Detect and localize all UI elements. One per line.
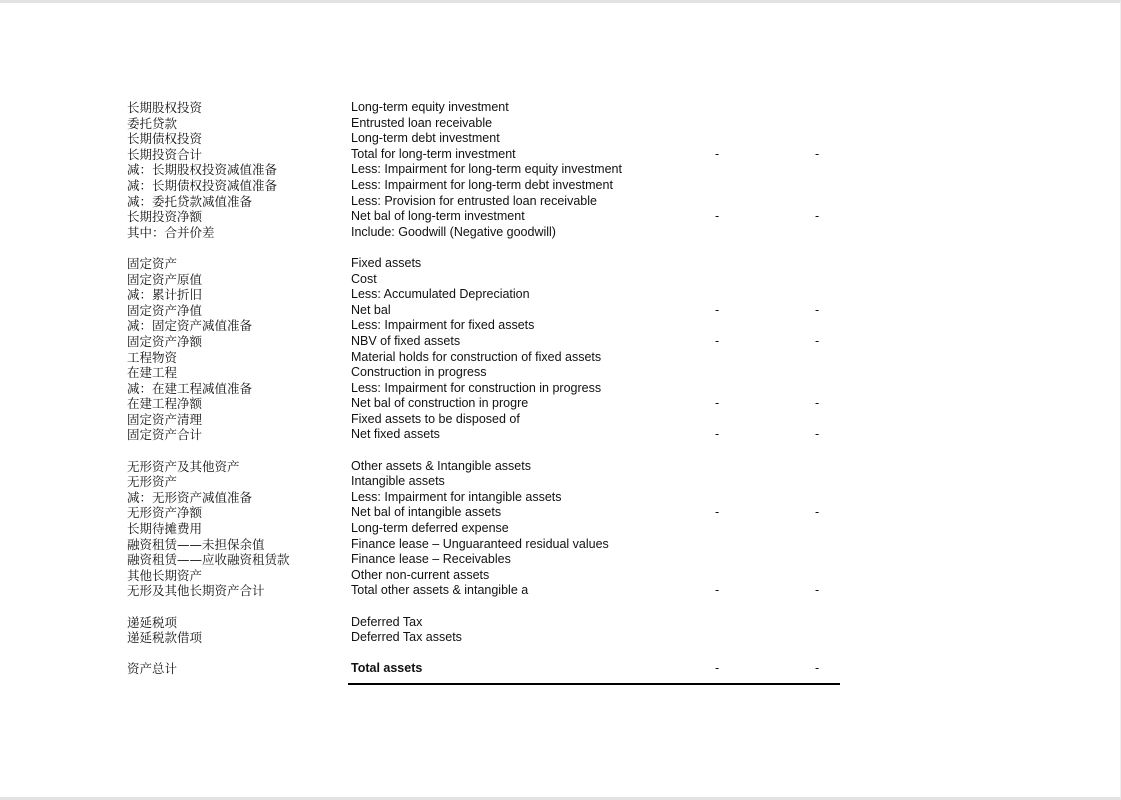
table-row bbox=[127, 474, 847, 490]
cn-label: 其他长期资产 bbox=[127, 567, 203, 583]
cn-label: 在建工程净额 bbox=[127, 396, 203, 412]
table-row bbox=[127, 365, 847, 381]
table-row bbox=[127, 552, 847, 568]
table-row bbox=[127, 225, 847, 241]
table-row bbox=[127, 412, 847, 428]
en-label: Include: Goodwill (Negative goodwill) bbox=[351, 224, 556, 239]
cn-label: 减：长期股权投资减值准备 bbox=[127, 162, 278, 178]
table-row bbox=[127, 272, 847, 288]
value-col-1: - bbox=[715, 302, 720, 317]
table-row bbox=[127, 427, 847, 443]
value-col-1: - bbox=[715, 333, 720, 348]
value-col-2: - bbox=[815, 396, 820, 411]
table-row bbox=[127, 334, 847, 350]
cn-label: 固定资产原值 bbox=[127, 271, 203, 287]
en-label: Net bal of construction in progre bbox=[351, 396, 529, 411]
cn-label: 长期投资净额 bbox=[127, 209, 203, 225]
value-col-1: - bbox=[715, 209, 720, 224]
blank-row bbox=[127, 443, 847, 459]
cn-label: 长期股权投资 bbox=[127, 100, 203, 115]
en-label: Less: Impairment for fixed assets bbox=[351, 318, 535, 333]
table-row bbox=[127, 116, 847, 132]
value-col-2: - bbox=[815, 505, 820, 520]
en-label: Intangible assets bbox=[351, 474, 445, 489]
table-row bbox=[127, 381, 847, 397]
en-label: Construction in progress bbox=[351, 365, 487, 380]
table-row bbox=[127, 287, 847, 303]
table-row bbox=[127, 583, 847, 599]
cn-label: 减：在建工程减值准备 bbox=[127, 380, 253, 396]
table-row bbox=[127, 209, 847, 225]
cn-label: 其中：合并价差 bbox=[127, 224, 215, 240]
cn-label: 减：累计折旧 bbox=[127, 287, 203, 303]
value-col-2: - bbox=[815, 661, 820, 676]
table-row bbox=[127, 318, 847, 334]
en-label: Less: Impairment for intangible assets bbox=[351, 489, 562, 504]
table-row bbox=[127, 537, 847, 553]
fixed-assets-section bbox=[127, 256, 847, 443]
table-row bbox=[127, 505, 847, 521]
value-col-2: - bbox=[815, 209, 820, 224]
value-col-2: - bbox=[815, 427, 820, 442]
cn-label: 融资租赁——未担保余值 bbox=[127, 536, 265, 552]
cn-label: 长期待摊费用 bbox=[127, 521, 203, 537]
long-term-investment-section bbox=[127, 100, 847, 240]
en-label: Total other assets & intangible a bbox=[351, 583, 529, 598]
en-label: Fixed assets to be disposed of bbox=[351, 411, 520, 426]
table-row bbox=[127, 521, 847, 537]
table-row bbox=[127, 100, 847, 116]
en-label: Less: Impairment for long-term debt investment bbox=[351, 177, 613, 192]
en-label: Less: Accumulated Depreciation bbox=[351, 287, 530, 302]
en-label: Net bal of long-term investment bbox=[351, 209, 525, 224]
en-label: Fixed assets bbox=[351, 255, 422, 270]
value-col-2: - bbox=[815, 583, 820, 598]
balance-sheet-table bbox=[127, 100, 847, 677]
cn-label: 递延税款借项 bbox=[127, 630, 203, 646]
cn-label: 在建工程 bbox=[127, 365, 178, 381]
table-row bbox=[127, 396, 847, 412]
cn-label: 减：长期债权投资减值准备 bbox=[127, 177, 278, 193]
en-label: Net bal of intangible assets bbox=[351, 505, 502, 520]
blank-row bbox=[127, 599, 847, 615]
en-label: Less: Provision for entrusted loan receivable bbox=[351, 193, 597, 208]
en-label: Deferred Tax assets bbox=[351, 630, 462, 645]
table-row bbox=[127, 568, 847, 584]
en-label: Finance lease – Unguaranteed residual values bbox=[351, 536, 609, 551]
en-label: Other assets & Intangible assets bbox=[351, 458, 531, 473]
cn-label: 融资租赁——应收融资租赁款 bbox=[127, 552, 290, 568]
value-col-2: - bbox=[815, 333, 820, 348]
en-label: Long-term debt investment bbox=[351, 131, 500, 146]
table-row bbox=[127, 194, 847, 210]
table-row bbox=[127, 303, 847, 319]
value-col-2: - bbox=[815, 302, 820, 317]
cn-label: 长期债权投资 bbox=[127, 131, 203, 147]
blank-row bbox=[127, 646, 847, 662]
intangible-assets-section bbox=[127, 459, 847, 599]
en-label: Less: Impairment for long-term equity investment bbox=[351, 162, 622, 177]
value-col-2: - bbox=[815, 146, 820, 161]
en-label: Finance lease – Receivables bbox=[351, 552, 511, 567]
value-col-1: - bbox=[715, 146, 720, 161]
cn-label: 固定资产清理 bbox=[127, 411, 203, 427]
en-label: Long-term equity investment bbox=[351, 100, 509, 114]
cn-label: 无形资产及其他资产 bbox=[127, 458, 240, 474]
value-col-1: - bbox=[715, 505, 720, 520]
cn-label: 无形及其他长期资产合计 bbox=[127, 583, 265, 599]
cn-label: 减：委托贷款减值准备 bbox=[127, 193, 253, 209]
table-row bbox=[127, 178, 847, 194]
cn-label: 资产总计 bbox=[127, 661, 178, 677]
cn-label: 固定资产净额 bbox=[127, 333, 203, 349]
en-label: Total for long-term investment bbox=[351, 146, 516, 161]
en-label: Deferred Tax bbox=[351, 614, 423, 629]
deferred-tax-section bbox=[127, 615, 847, 646]
en-label: Net fixed assets bbox=[351, 427, 440, 442]
table-row bbox=[127, 162, 847, 178]
cn-label: 长期投资合计 bbox=[127, 146, 203, 162]
table-row bbox=[127, 350, 847, 366]
table-row bbox=[127, 256, 847, 272]
en-label: Entrusted loan receivable bbox=[351, 115, 493, 130]
en-label: Cost bbox=[351, 271, 377, 286]
cn-label: 无形资产净额 bbox=[127, 505, 203, 521]
cn-label: 减：固定资产减值准备 bbox=[127, 318, 253, 334]
cn-label: 工程物资 bbox=[127, 349, 178, 365]
table-row bbox=[127, 147, 847, 163]
en-label: Total assets bbox=[351, 661, 423, 676]
en-label: Other non-current assets bbox=[351, 567, 490, 582]
table-row bbox=[127, 131, 847, 147]
en-label: Material holds for construction of fixed assets bbox=[351, 349, 602, 364]
cn-label: 减：无形资产减值准备 bbox=[127, 489, 253, 505]
table-row bbox=[127, 490, 847, 506]
value-col-1: - bbox=[715, 396, 720, 411]
cn-label: 递延税项 bbox=[127, 614, 178, 630]
value-col-1: - bbox=[715, 661, 720, 676]
cn-label: 固定资产合计 bbox=[127, 427, 203, 443]
table-row bbox=[127, 459, 847, 475]
total-double-underline bbox=[348, 683, 840, 685]
en-label: Less: Impairment for construction in progress bbox=[351, 380, 602, 395]
total-assets-row bbox=[127, 661, 847, 677]
value-col-1: - bbox=[715, 583, 720, 598]
cn-label: 固定资产 bbox=[127, 255, 178, 271]
en-label: Net bal bbox=[351, 302, 391, 317]
value-col-1: - bbox=[715, 427, 720, 442]
en-label: NBV of fixed assets bbox=[351, 333, 461, 348]
table-row bbox=[127, 630, 847, 646]
table-row bbox=[127, 615, 847, 631]
blank-row bbox=[127, 240, 847, 256]
cn-label: 无形资产 bbox=[127, 474, 178, 490]
cn-label: 委托贷款 bbox=[127, 115, 178, 131]
en-label: Long-term deferred expense bbox=[351, 521, 509, 536]
cn-label: 固定资产净值 bbox=[127, 302, 203, 318]
